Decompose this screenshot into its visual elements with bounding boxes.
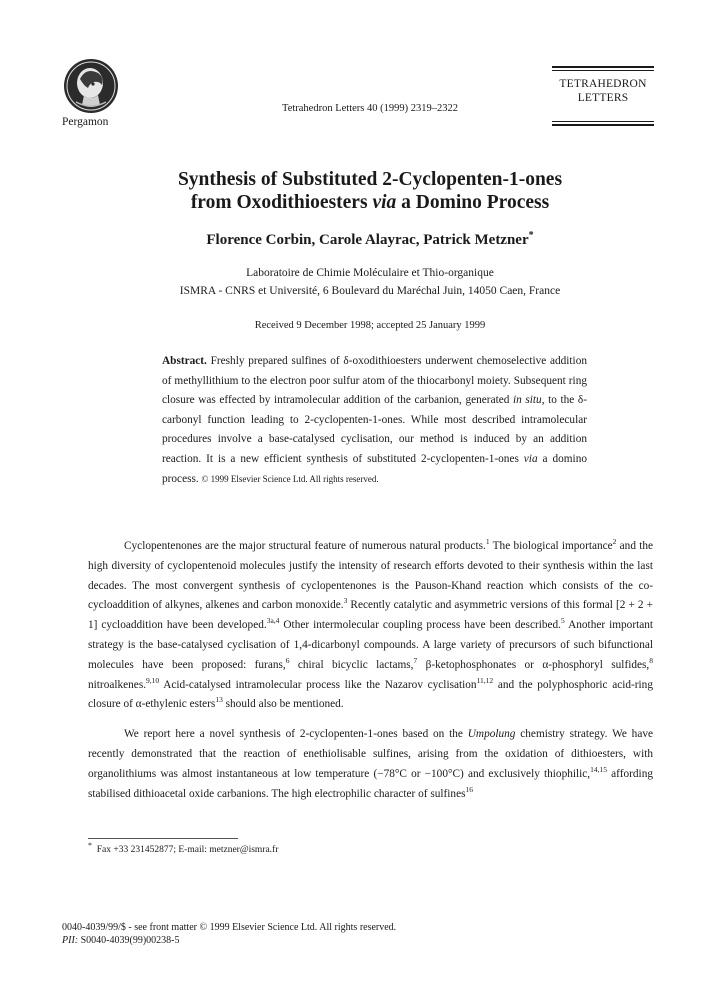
pii-label: PII: <box>62 935 79 946</box>
affiliation-line2: ISMRA - CNRS et Université, 6 Boulevard du Maréchal Juin, 14050 Caen, France <box>179 285 561 297</box>
body-text-run: Cyclopentenones are the major structural feature of numerous natural products. <box>124 540 486 552</box>
italic-term: Umpolung <box>467 728 516 741</box>
citation-ref: 14,15 <box>590 765 608 774</box>
title-line1: Synthesis of Substituted 2-Cyclopenten-1-ones <box>177 169 563 190</box>
body-text-run: Recently catalytic and asymmetric versions of this formal [2 + 2 + 1] cycloaddition have been developed. <box>88 599 653 632</box>
affiliation-line1: Laboratoire de Chimie Moléculaire et Thio-organique <box>246 267 494 279</box>
title-via: via <box>372 192 397 213</box>
citation-ref: 3 <box>343 596 348 606</box>
body-paragraph-2 <box>88 725 653 804</box>
journal-citation: Tetrahedron Letters 40 (1999) 2319–2322 <box>282 103 458 114</box>
citation-ref: 3a,4 <box>266 616 280 626</box>
publisher-name: Pergamon <box>62 116 109 128</box>
citation-ref: 1 <box>485 537 490 547</box>
body-text-run: chiral bicyclic lactams, <box>289 658 414 671</box>
article-body <box>88 537 653 804</box>
footnote-text: Fax +33 231452877; E-mail: metzner@ismra.fr <box>96 845 279 855</box>
title-line2 <box>20 191 720 214</box>
pii-value: S0040-4039(99)00238-5 <box>78 935 180 946</box>
footnote-mark: * <box>88 840 92 850</box>
citation-ref: 8 <box>649 656 653 666</box>
author-list <box>0 232 720 249</box>
citation-ref: 6 <box>285 656 290 666</box>
footnote-rule <box>88 838 238 839</box>
abstract-copyright: © 1999 Elsevier Science Ltd. All rights reserved. <box>201 473 379 484</box>
body-text-run: and the high diversity of cyclopentenoid molecules justify the intensity of research efforts devoted to their synthesis within the last decades. The most convergent synthesis of cyclopentenones is the Pauson-Khand reaction which consists of the co-cycloaddition of alkynes, alkenes and carbon monoxide. <box>88 540 653 612</box>
body-text-run: Another important strategy is the base-catalysed cyclisation of 1,4-dicarbonyl compounds. A large variety of precursors of such bifunctional molecules have been proposed: furans, <box>88 619 654 671</box>
journal-name <box>550 77 656 105</box>
front-matter-pii <box>62 934 396 947</box>
journal-name-line2: LETTERS <box>577 92 629 104</box>
front-matter <box>62 921 396 947</box>
journal-rule-top <box>552 66 654 68</box>
body-text-run: chemistry strategy. We have recently demonstrated that the reaction of enethiolisable sulfines, arising from the oxidation of dithioesters, with organolithiums was almost instantaneous at low temperature (−78°C or −100°C) and exclusively thiophilic, <box>88 728 653 780</box>
abstract-in-situ: in situ <box>512 394 542 407</box>
citation-ref: 2 <box>612 537 617 547</box>
authors-text: Florence Corbin, Carole Alayrac, Patrick Metzner <box>206 232 529 248</box>
abstract-label: Abstract. <box>162 355 207 367</box>
article-title <box>0 168 720 214</box>
body-text-run: nitroalkenes. <box>88 678 147 691</box>
citation-ref: 16 <box>465 784 473 794</box>
body-text-run: The biological importance <box>489 540 613 552</box>
abstract-text-b: , to the δ-carbonyl function leading to 2-cyclopenten-1-ones. While most described intramolecular procedures involve a base-catalysed cyclisation, our method is induced by an addition reaction. It is a new efficient synthesis of substituted 2-cyclopenten-1-ones <box>162 394 587 465</box>
front-matter-issn: 0040-4039/99/$ - see front matter © 1999 Elsevier Science Ltd. All rights reserved. <box>62 922 397 933</box>
journal-rule-top-thin <box>552 70 654 71</box>
title-line2-start: from Oxodithioesters <box>190 192 373 213</box>
abstract-via: via <box>523 452 538 465</box>
affiliation <box>0 264 720 300</box>
body-text-run: should also be mentioned. <box>222 698 344 711</box>
footnote <box>88 840 279 855</box>
journal-name-line1: TETRAHEDRON <box>559 78 647 90</box>
abstract-text-c: a domino process. <box>162 452 587 485</box>
received-dates: Received 9 December 1998; accepted 25 January 1999 <box>254 320 486 331</box>
citation-ref: 9,10 <box>146 675 160 685</box>
abstract <box>162 352 587 489</box>
body-text-run: affording stabilised dithioacetal oxide carbanions. The high electrophilic character of sulfines <box>88 767 653 800</box>
citation-ref: 7 <box>413 656 418 666</box>
body-text-run: We report here a novel synthesis of 2-cyclopenten-1-ones based on the <box>124 728 468 741</box>
journal-rule-bottom-thin <box>552 121 654 122</box>
body-text-run: β-ketophosphonates or α-phosphoryl sulfides, <box>417 658 650 671</box>
body-text-run: Acid-catalysed intramolecular process like the Nazarov cyclisation <box>159 678 477 691</box>
citation-ref: 11,12 <box>476 675 494 685</box>
body-paragraph-1 <box>88 537 653 715</box>
abstract-text-a: Freshly prepared sulfines of δ-oxodithioesters underwent chemoselective addition of methyllithium to the electron poor sulfur atom of the thiocarbonyl moiety. Subsequent ring closure was effected by intramolecular addition of the carbanion, generated <box>162 355 587 407</box>
title-line2-end: a Domino Process <box>396 192 550 213</box>
journal-rule-bottom <box>552 124 654 126</box>
citation-ref: 5 <box>561 616 565 626</box>
body-text-run: and the polyphosphoric acid-ring closure of α-ethylenic esters <box>88 678 653 711</box>
body-text-run: Other intermolecular coupling process have been described. <box>279 619 561 632</box>
citation-ref: 13 <box>215 695 223 705</box>
corresponding-author-mark: * <box>528 230 534 241</box>
